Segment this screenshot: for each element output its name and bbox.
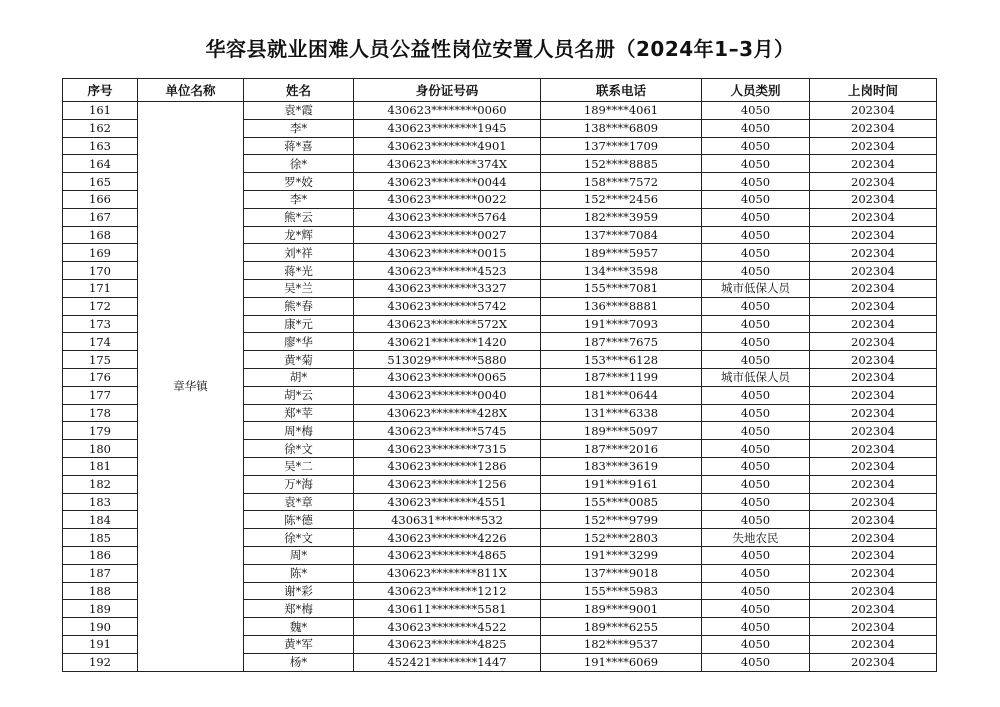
- cell-category: 4050: [702, 440, 810, 458]
- cell-no: 179: [63, 422, 138, 440]
- cell-id-number: 430623********0065: [354, 368, 541, 386]
- cell-no: 183: [63, 493, 138, 511]
- header-start-date: 上岗时间: [810, 79, 937, 102]
- cell-category: 4050: [702, 208, 810, 226]
- cell-category: 4050: [702, 333, 810, 351]
- cell-phone: 155****7081: [541, 279, 702, 297]
- cell-phone: 183****3619: [541, 457, 702, 475]
- cell-no: 181: [63, 457, 138, 475]
- cell-start-date: 202304: [810, 333, 937, 351]
- roster-body: [63, 102, 937, 672]
- cell-category: 4050: [702, 404, 810, 422]
- cell-name: 廖*华: [244, 333, 354, 351]
- cell-phone: 187****1199: [541, 368, 702, 386]
- cell-category: 4050: [702, 618, 810, 636]
- cell-start-date: 202304: [810, 102, 937, 120]
- header-name: 姓名: [244, 79, 354, 102]
- cell-phone: 191****9161: [541, 475, 702, 493]
- cell-start-date: 202304: [810, 315, 937, 333]
- cell-category: 4050: [702, 297, 810, 315]
- cell-category: 4050: [702, 226, 810, 244]
- cell-name: 黄*军: [244, 635, 354, 653]
- header-id-number: 身份证号码: [354, 79, 541, 102]
- cell-no: 186: [63, 546, 138, 564]
- cell-no: 192: [63, 653, 138, 671]
- cell-phone: 187****7675: [541, 333, 702, 351]
- cell-name: 熊*春: [244, 297, 354, 315]
- cell-phone: 191****3299: [541, 546, 702, 564]
- cell-no: 178: [63, 404, 138, 422]
- cell-phone: 189****5957: [541, 244, 702, 262]
- cell-start-date: 202304: [810, 529, 937, 547]
- cell-start-date: 202304: [810, 511, 937, 529]
- cell-phone: 152****8885: [541, 155, 702, 173]
- cell-category: 4050: [702, 102, 810, 120]
- cell-id-number: 452421********1447: [354, 653, 541, 671]
- cell-start-date: 202304: [810, 190, 937, 208]
- cell-id-number: 430623********4901: [354, 137, 541, 155]
- cell-no: 163: [63, 137, 138, 155]
- cell-start-date: 202304: [810, 404, 937, 422]
- cell-name: 万*海: [244, 475, 354, 493]
- cell-category: 4050: [702, 635, 810, 653]
- cell-category: 4050: [702, 422, 810, 440]
- cell-no: 189: [63, 600, 138, 618]
- cell-name: 康*元: [244, 315, 354, 333]
- cell-phone: 189****5097: [541, 422, 702, 440]
- cell-category: 4050: [702, 244, 810, 262]
- header-row: [63, 79, 937, 102]
- cell-start-date: 202304: [810, 279, 937, 297]
- cell-start-date: 202304: [810, 475, 937, 493]
- cell-no: 167: [63, 208, 138, 226]
- cell-phone: 191****6069: [541, 653, 702, 671]
- cell-phone: 153****6128: [541, 351, 702, 369]
- cell-no: 185: [63, 529, 138, 547]
- cell-name: 熊*云: [244, 208, 354, 226]
- cell-name: 周*梅: [244, 422, 354, 440]
- cell-no: 173: [63, 315, 138, 333]
- cell-name: 吴*兰: [244, 279, 354, 297]
- cell-start-date: 202304: [810, 600, 937, 618]
- cell-category: 4050: [702, 600, 810, 618]
- cell-no: 191: [63, 635, 138, 653]
- cell-category: 4050: [702, 386, 810, 404]
- cell-id-number: 430623********4226: [354, 529, 541, 547]
- cell-category: 4050: [702, 137, 810, 155]
- cell-id-number: 430623********0044: [354, 173, 541, 191]
- cell-id-number: 430623********5764: [354, 208, 541, 226]
- cell-start-date: 202304: [810, 244, 937, 262]
- cell-id-number: 430623********4523: [354, 262, 541, 280]
- cell-category: 4050: [702, 262, 810, 280]
- cell-category: 4050: [702, 546, 810, 564]
- header-category: 人员类别: [702, 79, 810, 102]
- cell-id-number: 430623********4551: [354, 493, 541, 511]
- cell-phone: 155****5983: [541, 582, 702, 600]
- cell-id-number: 430623********7315: [354, 440, 541, 458]
- cell-start-date: 202304: [810, 297, 937, 315]
- cell-start-date: 202304: [810, 226, 937, 244]
- cell-category: 4050: [702, 582, 810, 600]
- cell-start-date: 202304: [810, 368, 937, 386]
- cell-phone: 137****9018: [541, 564, 702, 582]
- cell-name: 陈*: [244, 564, 354, 582]
- cell-id-number: 430623********4825: [354, 635, 541, 653]
- cell-name: 龙*辉: [244, 226, 354, 244]
- cell-name: 蒋*喜: [244, 137, 354, 155]
- cell-name: 袁*章: [244, 493, 354, 511]
- cell-id-number: 430623********0040: [354, 386, 541, 404]
- cell-category: 4050: [702, 351, 810, 369]
- cell-id-number: 430623********428X: [354, 404, 541, 422]
- cell-category: 4050: [702, 190, 810, 208]
- cell-no: 169: [63, 244, 138, 262]
- cell-phone: 137****7084: [541, 226, 702, 244]
- cell-category: 4050: [702, 155, 810, 173]
- cell-id-number: 430623********5745: [354, 422, 541, 440]
- cell-start-date: 202304: [810, 653, 937, 671]
- cell-start-date: 202304: [810, 208, 937, 226]
- cell-phone: 189****9001: [541, 600, 702, 618]
- cell-no: 172: [63, 297, 138, 315]
- cell-id-number: 430623********4865: [354, 546, 541, 564]
- cell-category: 4050: [702, 173, 810, 191]
- cell-start-date: 202304: [810, 137, 937, 155]
- cell-start-date: 202304: [810, 457, 937, 475]
- cell-no: 188: [63, 582, 138, 600]
- cell-category: 4050: [702, 564, 810, 582]
- cell-id-number: 513029********5880: [354, 351, 541, 369]
- cell-phone: 152****9799: [541, 511, 702, 529]
- cell-category: 失地农民: [702, 529, 810, 547]
- cell-name: 李*: [244, 119, 354, 137]
- cell-no: 168: [63, 226, 138, 244]
- cell-id-number: 430623********5742: [354, 297, 541, 315]
- cell-id-number: 430631********532: [354, 511, 541, 529]
- cell-no: 187: [63, 564, 138, 582]
- cell-no: 177: [63, 386, 138, 404]
- cell-category: 4050: [702, 475, 810, 493]
- cell-start-date: 202304: [810, 155, 937, 173]
- cell-category: 城市低保人员: [702, 279, 810, 297]
- cell-phone: 152****2803: [541, 529, 702, 547]
- cell-id-number: 430623********1286: [354, 457, 541, 475]
- cell-category: 4050: [702, 493, 810, 511]
- cell-no: 190: [63, 618, 138, 636]
- cell-phone: 137****1709: [541, 137, 702, 155]
- cell-start-date: 202304: [810, 386, 937, 404]
- cell-category: 4050: [702, 315, 810, 333]
- cell-category: 4050: [702, 119, 810, 137]
- cell-no: 182: [63, 475, 138, 493]
- cell-name: 蒋*光: [244, 262, 354, 280]
- cell-no: 170: [63, 262, 138, 280]
- cell-id-number: 430623********0022: [354, 190, 541, 208]
- cell-start-date: 202304: [810, 262, 937, 280]
- cell-start-date: 202304: [810, 422, 937, 440]
- cell-phone: 138****6809: [541, 119, 702, 137]
- cell-phone: 155****0085: [541, 493, 702, 511]
- cell-phone: 131****6338: [541, 404, 702, 422]
- cell-name: 陈*德: [244, 511, 354, 529]
- cell-no: 166: [63, 190, 138, 208]
- cell-phone: 152****2456: [541, 190, 702, 208]
- cell-name: 杨*: [244, 653, 354, 671]
- cell-id-number: 430611********5581: [354, 600, 541, 618]
- cell-id-number: 430623********0027: [354, 226, 541, 244]
- cell-start-date: 202304: [810, 493, 937, 511]
- cell-phone: 182****3959: [541, 208, 702, 226]
- cell-phone: 189****4061: [541, 102, 702, 120]
- cell-name: 胡*: [244, 368, 354, 386]
- cell-no: 184: [63, 511, 138, 529]
- header-no: 序号: [63, 79, 138, 102]
- cell-start-date: 202304: [810, 618, 937, 636]
- cell-start-date: 202304: [810, 564, 937, 582]
- document-title: 华容县就业困难人员公益性岗位安置人员名册（2024年1–3月）: [205, 37, 795, 61]
- cell-id-number: 430623********374X: [354, 155, 541, 173]
- cell-name: 郑*梅: [244, 600, 354, 618]
- cell-id-number: 430623********811X: [354, 564, 541, 582]
- cell-start-date: 202304: [810, 546, 937, 564]
- cell-name: 郑*苹: [244, 404, 354, 422]
- cell-phone: 189****6255: [541, 618, 702, 636]
- cell-no: 161: [63, 102, 138, 120]
- cell-category: 城市低保人员: [702, 368, 810, 386]
- cell-category: 4050: [702, 511, 810, 529]
- cell-name: 魏*: [244, 618, 354, 636]
- cell-id-number: 430623********0060: [354, 102, 541, 120]
- cell-start-date: 202304: [810, 582, 937, 600]
- cell-no: 165: [63, 173, 138, 191]
- cell-name: 罗*姣: [244, 173, 354, 191]
- cell-name: 李*: [244, 190, 354, 208]
- cell-category: 4050: [702, 653, 810, 671]
- cell-unit-name: 章华镇: [138, 102, 244, 672]
- cell-category: 4050: [702, 457, 810, 475]
- cell-no: 175: [63, 351, 138, 369]
- cell-start-date: 202304: [810, 173, 937, 191]
- cell-phone: 158****7572: [541, 173, 702, 191]
- cell-id-number: 430623********0015: [354, 244, 541, 262]
- cell-no: 171: [63, 279, 138, 297]
- cell-no: 176: [63, 368, 138, 386]
- cell-start-date: 202304: [810, 351, 937, 369]
- cell-name: 周*: [244, 546, 354, 564]
- cell-name: 谢*彩: [244, 582, 354, 600]
- cell-phone: 182****9537: [541, 635, 702, 653]
- cell-phone: 136****8881: [541, 297, 702, 315]
- cell-start-date: 202304: [810, 119, 937, 137]
- header-unit: 单位名称: [138, 79, 244, 102]
- cell-name: 徐*文: [244, 529, 354, 547]
- cell-id-number: 430623********4522: [354, 618, 541, 636]
- cell-id-number: 430623********1212: [354, 582, 541, 600]
- cell-id-number: 430621********1420: [354, 333, 541, 351]
- cell-phone: 187****2016: [541, 440, 702, 458]
- cell-start-date: 202304: [810, 635, 937, 653]
- cell-phone: 181****0644: [541, 386, 702, 404]
- cell-id-number: 430623********1256: [354, 475, 541, 493]
- cell-start-date: 202304: [810, 440, 937, 458]
- cell-name: 吴*二: [244, 457, 354, 475]
- cell-phone: 134****3598: [541, 262, 702, 280]
- header-phone: 联系电话: [541, 79, 702, 102]
- cell-no: 174: [63, 333, 138, 351]
- cell-name: 徐*: [244, 155, 354, 173]
- cell-name: 胡*云: [244, 386, 354, 404]
- cell-name: 黄*菊: [244, 351, 354, 369]
- cell-id-number: 430623********3327: [354, 279, 541, 297]
- cell-no: 164: [63, 155, 138, 173]
- cell-no: 162: [63, 119, 138, 137]
- cell-name: 刘*祥: [244, 244, 354, 262]
- cell-id-number: 430623********572X: [354, 315, 541, 333]
- cell-no: 180: [63, 440, 138, 458]
- roster-table: [62, 78, 937, 672]
- cell-name: 徐*文: [244, 440, 354, 458]
- table-row: [63, 102, 937, 120]
- cell-name: 袁*霞: [244, 102, 354, 120]
- cell-phone: 191****7093: [541, 315, 702, 333]
- cell-id-number: 430623********1945: [354, 119, 541, 137]
